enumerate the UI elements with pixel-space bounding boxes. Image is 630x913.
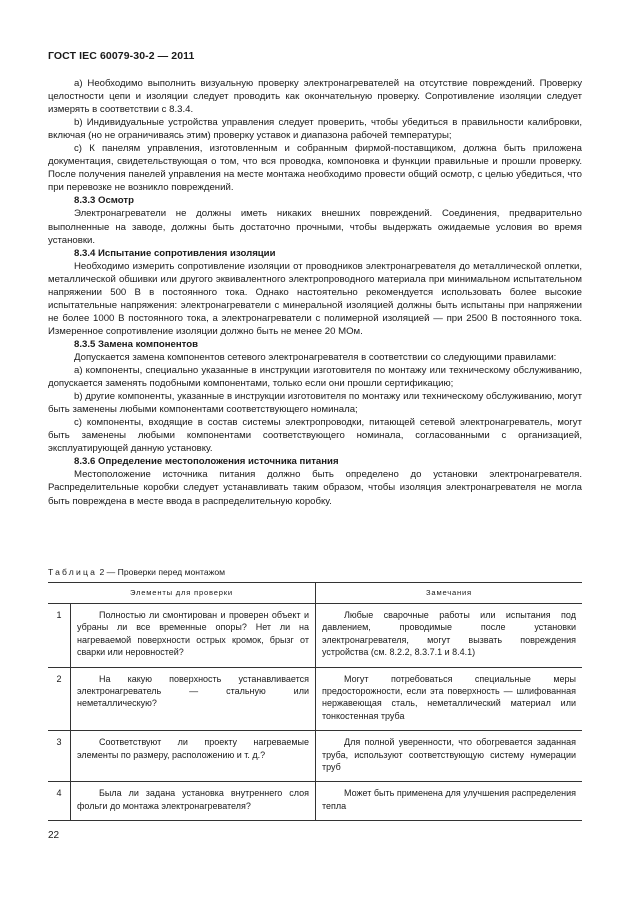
table-body <box>48 604 582 821</box>
check-remark: Могут потребоваться специальные меры предосторожности, если эта поверхность — шлифованная нержавеющая сталь, неметаллический материал или тонкостенная труба <box>316 667 583 731</box>
check-remark: Для полной уверенности, что обогревается заданная труба, используют соответствующую систему нумерации труб <box>316 731 583 782</box>
row-number: 4 <box>48 782 71 821</box>
check-item: Соответствуют ли проекту нагреваемые элементы по размеру, расположению и т. д.? <box>71 731 316 782</box>
page-number: 22 <box>48 830 60 841</box>
table-row <box>48 731 582 782</box>
table-caption-text: 2 — Проверки перед монтажом <box>99 567 226 577</box>
check-remark: Может быть применена для улучшения распределения тепла <box>316 782 583 821</box>
table-caption <box>48 567 225 577</box>
document-header: ГОСТ IEC 60079-30-2 — 2011 <box>48 50 195 62</box>
paragraph: a) Необходимо выполнить визуальную проверку электронагревателей на отсутствие повреждений. Проверку целостности цепи и изоляции следует проводить как окончательную проверку. Сопротивление изоляции следует измерять в соответствии с 8.3.4. <box>48 78 582 116</box>
check-remark: Любые сварочные работы или испытания под давлением, проводимые после установки электронагревателя, могут вызвать повреждения устройства (см. 8.2.2, 8.3.7.1 и 8.4.1) <box>316 604 583 668</box>
check-item: Полностью ли смонтирован и проверен объект и убраны ли все временные опоры? Нет ли на нагреваемой поверхности острых кромок, брызг от сварки или неровностей? <box>71 604 316 668</box>
paragraph: a) компоненты, специально указанные в инструкции изготовителя по монтажу или техническому обслуживанию, допускается заменять подобными компонентами, только если они прошли сертификацию; <box>48 365 582 390</box>
body-text <box>48 77 582 508</box>
paragraph: Допускается замена компонентов сетевого электронагревателя в соответствии со следующими правилами: <box>74 351 557 363</box>
paragraph: b) Индивидуальные устройства управления следует проверить, чтобы убедиться в правильности калибровки, включая (но не ограничиваясь этим) проверку уставок и диапазона рабочей температуры; <box>48 117 582 142</box>
column-header-remarks: Замечания <box>316 583 583 604</box>
table-caption-label: Таблица <box>48 567 98 577</box>
paragraph: Необходимо измерить сопротивление изоляции от проводников электронагревателя до металлической оплетки, металлической обшивки или другого эквивалентного электропроводного материала при минимальном испытательном напряжении 500 В в постоянного тока. Однако настоятельно рекомендуется использовать более высокие испытательные напряжения: электронагреватели с минеральной изоляцией должны быть испытаны при напряжении не более 1000 В постоянного тока, а электронагреватели с полимерной изоляцией — при 2500 В постоянного тока. Измеренное сопротивление изоляции должно быть не менее 20 МОм. <box>48 260 582 337</box>
table-row <box>48 604 582 668</box>
row-number: 2 <box>48 667 71 731</box>
row-number: 3 <box>48 731 71 782</box>
paragraph: b) другие компоненты, указанные в инструкции изготовителя по монтажу или техническому обслуживанию, могут быть заменены любыми компонентами соответствующего номинала; <box>48 391 582 416</box>
section-heading: 8.3.4 Испытание сопротивления изоляции <box>74 247 276 259</box>
checks-table <box>48 582 582 821</box>
paragraph: Местоположение источника питания должно быть определено до установки электронагревателя. Распределительные коробки следует устанавливать таким образом, чтобы изоляция электронагревателя не могла быть повреждена в месте ввода в распределительную коробку. <box>48 469 582 507</box>
table-row <box>48 782 582 821</box>
row-number: 1 <box>48 604 71 668</box>
paragraph: c) К панелям управления, изготовленным и собранным фирмой-поставщиком, должна быть приложена документация, свидетельствующая о том, что вся проводка, компоновка и функции правильные и прошли проверку. После получения панелей управления на месте монтажа необходимо провести общий осмотр, с целью убедиться, что при перевозке не возникло повреждений. <box>48 143 582 194</box>
table-row <box>48 667 582 731</box>
section-heading: 8.3.5 Замена компонентов <box>74 338 198 350</box>
check-item: На какую поверхность устанавливается электронагреватель — стальную или неметаллическую? <box>71 667 316 731</box>
table-header-row <box>48 583 582 604</box>
section-heading: 8.3.3 Осмотр <box>74 195 134 207</box>
section-heading: 8.3.6 Определение местоположения источника питания <box>74 456 339 468</box>
paragraph: c) компоненты, входящие в состав системы электропроводки, питающей сетевой электронагреватель, могут быть заменены любыми компонентами соответствующего номинала, согласованными с организацией, эксплуатирующей данную установку. <box>48 417 582 455</box>
check-item: Была ли задана установка внутреннего слоя фольги до монтажа электронагревателя? <box>71 782 316 821</box>
column-header-items: Элементы для проверки <box>48 583 316 604</box>
paragraph: Электронагреватели не должны иметь никаких внешних повреждений. Соединения, предварительно выполненные на заводе, должны быть достаточно прочными, чтобы выдержать ожидаемые условия во время установки. <box>48 208 582 246</box>
